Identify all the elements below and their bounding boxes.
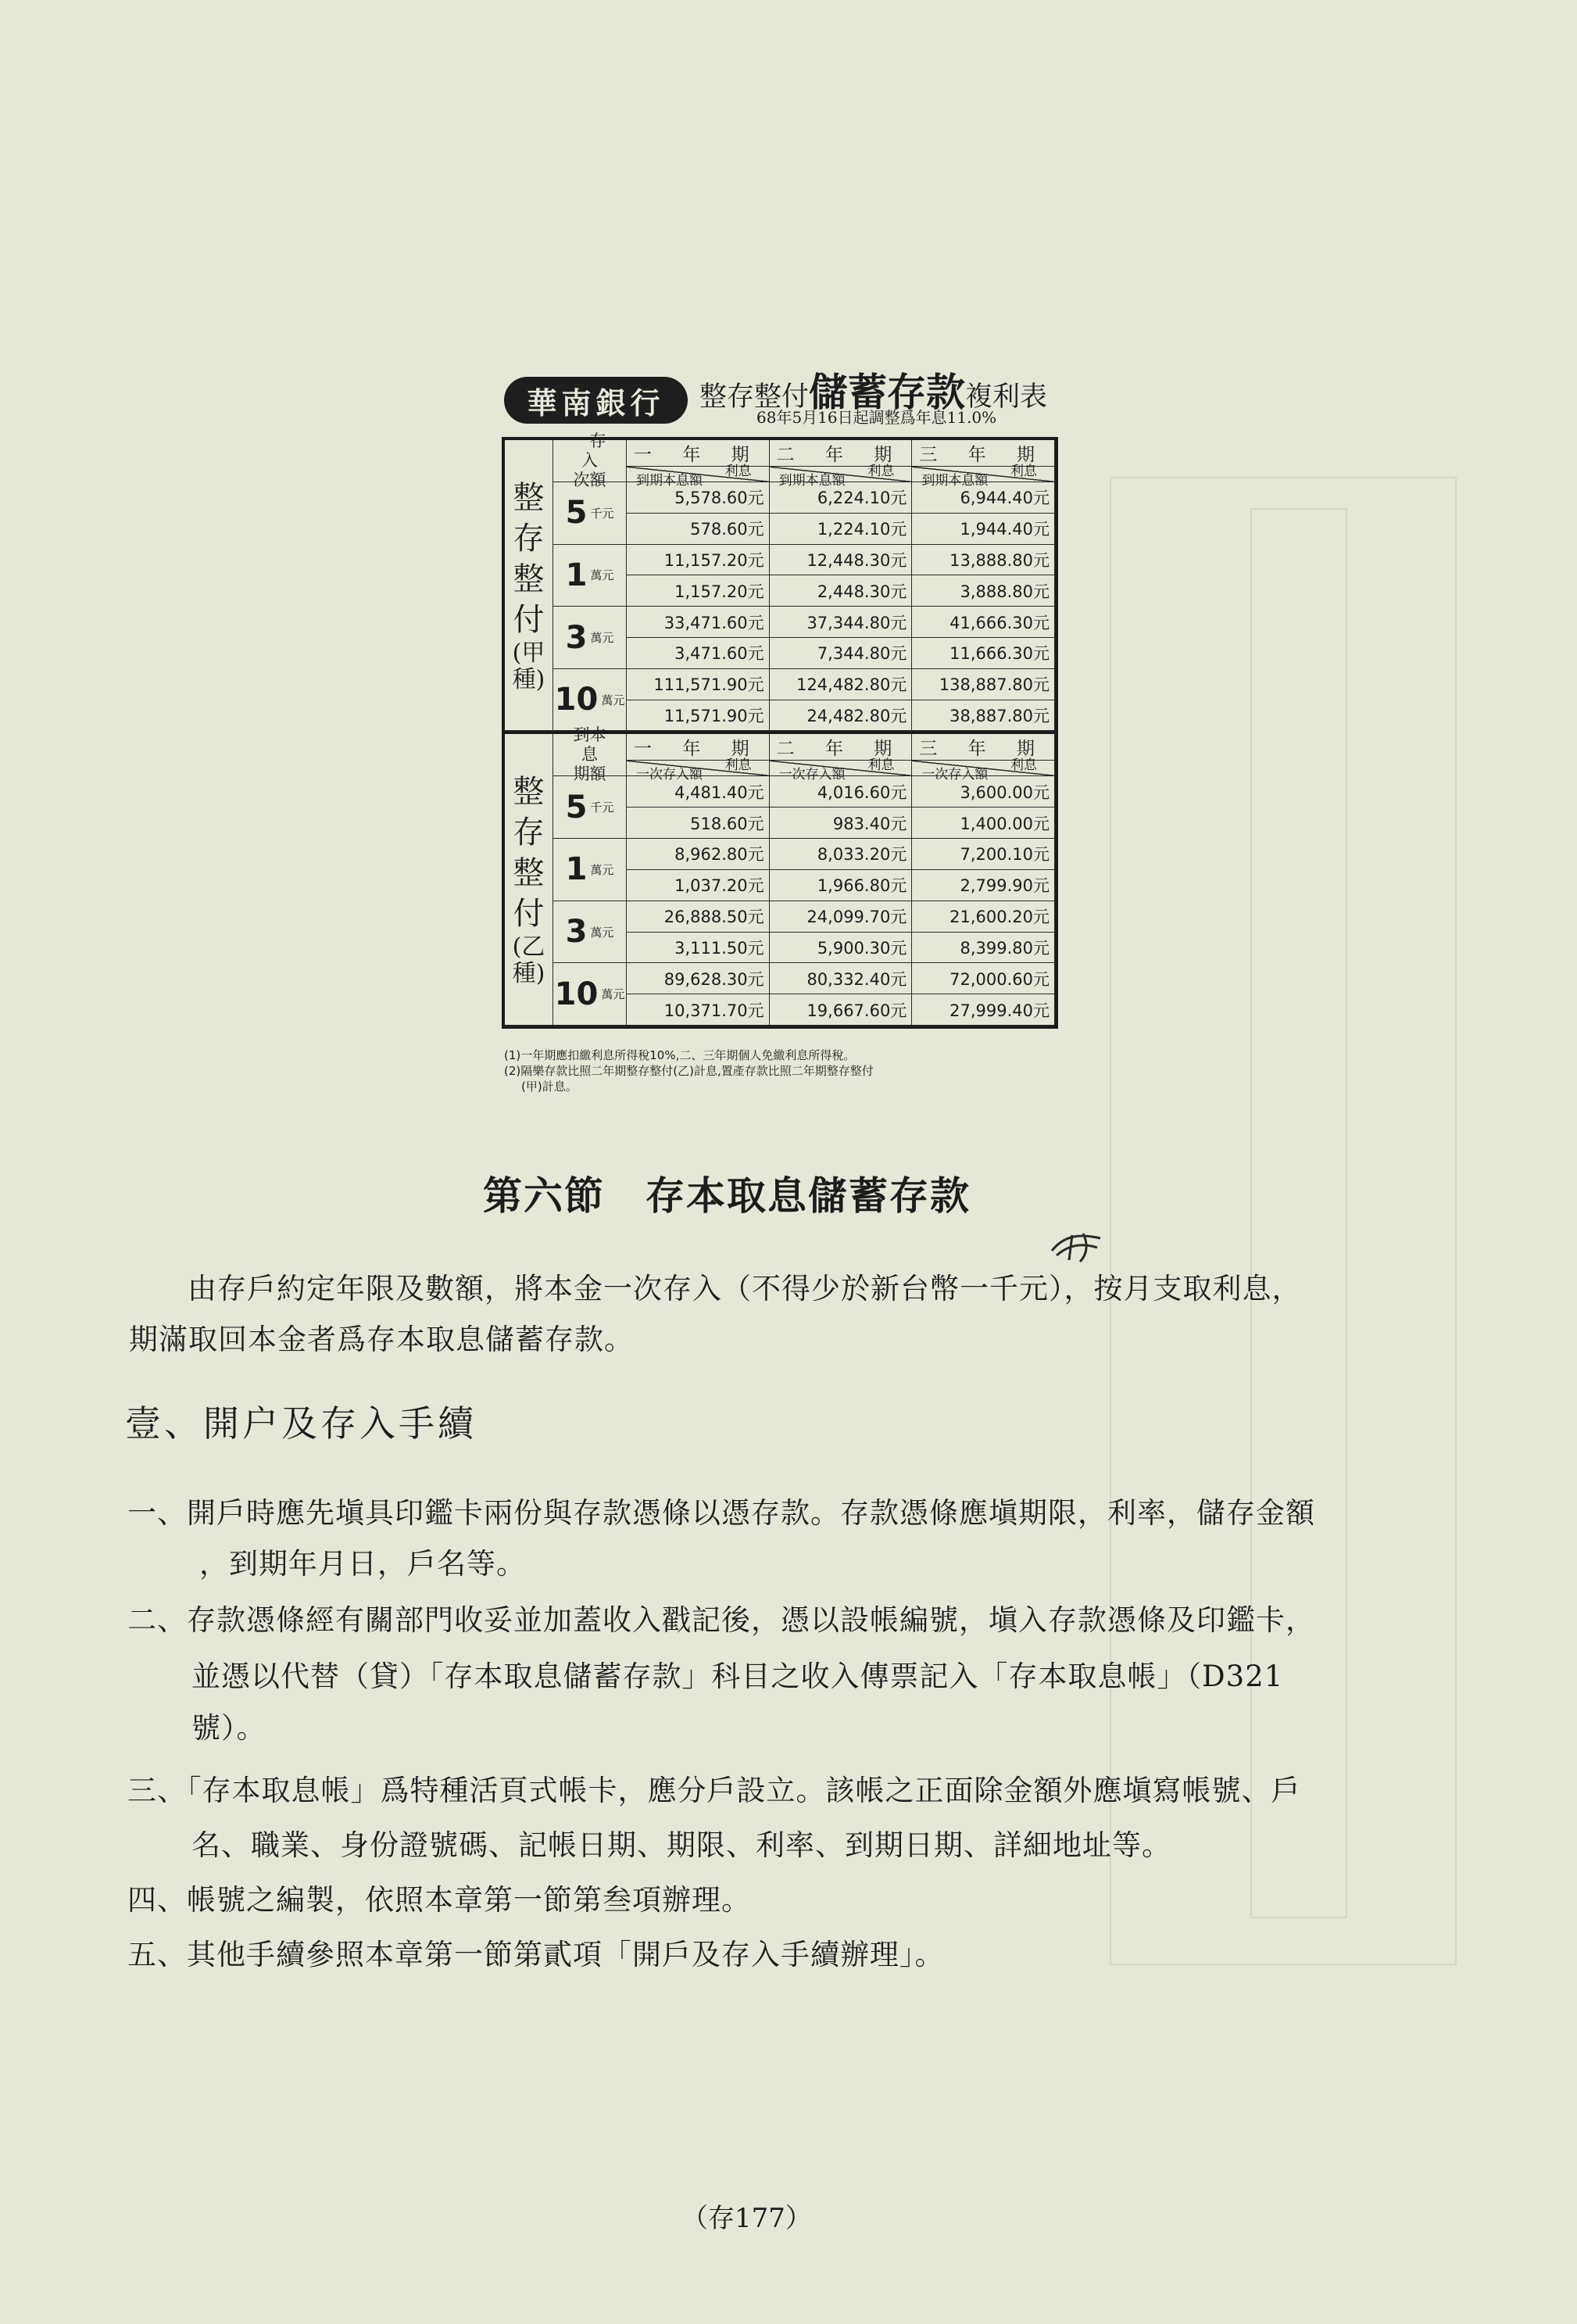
table-cell: 3,888.80元 <box>912 575 1055 607</box>
note-line: (2)隔樂存款比照二年期整存整付(乙)計息,置產存款比照二年期整存整付 <box>504 1064 874 1078</box>
page-number: （存177） <box>681 2203 812 2234</box>
table-cell: 7,344.80元 <box>770 638 913 669</box>
note-line: (1)一年期應扣繳利息所得稅10%,二、三年期個人免繳利息所得稅。 <box>504 1048 856 1062</box>
table-cell: 26,888.50元 <box>627 901 770 933</box>
table-cell: 1,966.80元 <box>770 870 913 901</box>
section-label-a: 整 存 整 付 (甲 種) <box>505 440 553 731</box>
section-title: 第六節 存本取息儲蓄存款 <box>483 1173 971 1219</box>
table-notes <box>504 1047 1067 1094</box>
table-cell: 2,799.90元 <box>912 870 1055 901</box>
table-cell: 21,600.20元 <box>912 901 1055 933</box>
deposit-amount: 1 萬元 <box>553 545 627 607</box>
table-cell: 11,666.30元 <box>912 638 1055 669</box>
item-3-line-2: 名、職業、身份證號碼、記帳日期、期限、利率、到期日期、詳細地址等。 <box>191 1828 1171 1862</box>
table-cell: 2,448.30元 <box>770 575 913 607</box>
table-subtitle: 68年5月16日起調整爲年息11.0% <box>756 408 997 427</box>
diagonal-subheader: 一次存入額 利息 <box>770 761 913 776</box>
deposit-amount: 10 萬元 <box>553 963 627 1026</box>
table-cell: 4,016.60元 <box>770 776 913 807</box>
table-cell: 7,200.10元 <box>912 839 1055 870</box>
intro-line-2: 期滿取回本金者爲存本取息儲蓄存款。 <box>129 1323 634 1356</box>
item-5: 五、其他手續參照本章第一節第貳項「開戶及存入手續辦理」。 <box>127 1938 945 1971</box>
table-cell: 1,224.10元 <box>770 514 913 545</box>
table-cell: 80,332.40元 <box>770 963 913 994</box>
period-header: 二 年 期 <box>770 440 913 467</box>
table-cell: 11,571.90元 <box>627 700 770 732</box>
item-1-line-2: ，到期年月日，戶名等。 <box>199 1547 526 1581</box>
table-cell: 11,157.20元 <box>627 545 770 576</box>
table-cell: 518.60元 <box>627 807 770 839</box>
table-cell: 6,944.40元 <box>912 482 1055 514</box>
bank-logo: 華南銀行 <box>504 377 688 424</box>
section-label-b: 整 存 整 付 (乙 種) <box>505 731 553 1026</box>
item-2-line-3: 號）。 <box>191 1711 266 1745</box>
item-3-line-1: 三、「存本取息帳」爲特種活頁式帳卡，應分戶設立。該帳之正面除金額外應塡寫帳號、戶 <box>127 1774 1301 1807</box>
table-cell: 1,157.20元 <box>627 575 770 607</box>
item-4: 四、帳號之編製，依照本章第一節第叁項辦理。 <box>127 1883 751 1917</box>
table-cell: 1,400.00元 <box>912 807 1055 839</box>
deposit-amount: 10 萬元 <box>553 669 627 732</box>
note-line: (甲)計息。 <box>521 1080 578 1094</box>
handwritten-mark <box>1049 1227 1105 1265</box>
diagonal-subheader: 一次存入額 利息 <box>627 761 770 776</box>
table-cell: 13,888.80元 <box>912 545 1055 576</box>
deposit-amount: 5 千元 <box>553 482 627 545</box>
period-header: 一 年 期 <box>627 731 770 761</box>
table-cell: 12,448.30元 <box>770 545 913 576</box>
item-2-line-2: 並憑以代替（貸）「存本取息儲蓄存款」科目之收入傳票記入「存本取息帳」（D321 <box>191 1660 1284 1693</box>
table-cell: 10,371.70元 <box>627 994 770 1026</box>
table-cell: 124,482.80元 <box>770 669 913 700</box>
heading-account-opening: 壹、開户及存入手續 <box>125 1402 477 1445</box>
diagonal-subheader: 到期本息額 利息 <box>770 467 913 482</box>
table-cell: 72,000.60元 <box>912 963 1055 994</box>
table-cell: 24,482.80元 <box>770 700 913 732</box>
table-cell: 6,224.10元 <box>770 482 913 514</box>
table-cell: 111,571.90元 <box>627 669 770 700</box>
table-title: 整存整付儲蓄存款複利表 <box>699 369 1048 415</box>
period-header: 三 年 期 <box>912 731 1055 761</box>
period-header: 三 年 期 <box>912 440 1055 467</box>
table-cell: 41,666.30元 <box>912 607 1055 638</box>
table-cell: 38,887.80元 <box>912 700 1055 732</box>
table-cell: 27,999.40元 <box>912 994 1055 1026</box>
item-1-line-1: 一、開戶時應先塡具印鑑卡兩份與存款憑條以憑存款。存款憑條應塡期限，利率，儲存金額 <box>127 1496 1315 1530</box>
period-header: 一 年 期 <box>627 440 770 467</box>
deposit-amount: 3 萬元 <box>553 607 627 669</box>
table-cell: 89,628.30元 <box>627 963 770 994</box>
table-cell: 1,944.40元 <box>912 514 1055 545</box>
period-header: 二 年 期 <box>770 731 913 761</box>
table-cell: 5,578.60元 <box>627 482 770 514</box>
table-cell: 8,962.80元 <box>627 839 770 870</box>
table-cell: 4,481.40元 <box>627 776 770 807</box>
intro-line-1: 由存戶約定年限及數額，將本金一次存入（不得少於新台幣一千元），按月支取利息， <box>188 1272 1302 1305</box>
table-cell: 24,099.70元 <box>770 901 913 933</box>
table-cell: 8,033.20元 <box>770 839 913 870</box>
corner-header-b: 到本 息 期額 <box>553 731 627 776</box>
diagonal-subheader: 一次存入額 利息 <box>912 761 1055 776</box>
table-cell: 37,344.80元 <box>770 607 913 638</box>
compound-interest-table <box>502 431 1058 1029</box>
table-cell: 983.40元 <box>770 807 913 839</box>
table-cell: 1,037.20元 <box>627 870 770 901</box>
table-cell: 3,600.00元 <box>912 776 1055 807</box>
diagonal-subheader: 到期本息額 利息 <box>912 467 1055 482</box>
table-cell: 3,471.60元 <box>627 638 770 669</box>
table-cell: 19,667.60元 <box>770 994 913 1026</box>
table-cell: 138,887.80元 <box>912 669 1055 700</box>
deposit-amount: 3 萬元 <box>553 901 627 964</box>
bleed-through-mark <box>1250 508 1347 1918</box>
deposit-amount: 1 萬元 <box>553 839 627 901</box>
table-cell: 33,471.60元 <box>627 607 770 638</box>
table-cell: 8,399.80元 <box>912 933 1055 964</box>
diagonal-subheader: 到期本息額 利息 <box>627 467 770 482</box>
table-cell: 5,900.30元 <box>770 933 913 964</box>
deposit-amount: 5 千元 <box>553 776 627 839</box>
corner-header-a: 一存 入 次額 <box>553 440 627 482</box>
table-cell: 3,111.50元 <box>627 933 770 964</box>
item-2-line-1: 二、存款憑條經有關部門收妥並加蓋收入戳記後，憑以設帳編號，塡入存款憑條及印鑑卡， <box>127 1603 1315 1637</box>
table-cell: 578.60元 <box>627 514 770 545</box>
